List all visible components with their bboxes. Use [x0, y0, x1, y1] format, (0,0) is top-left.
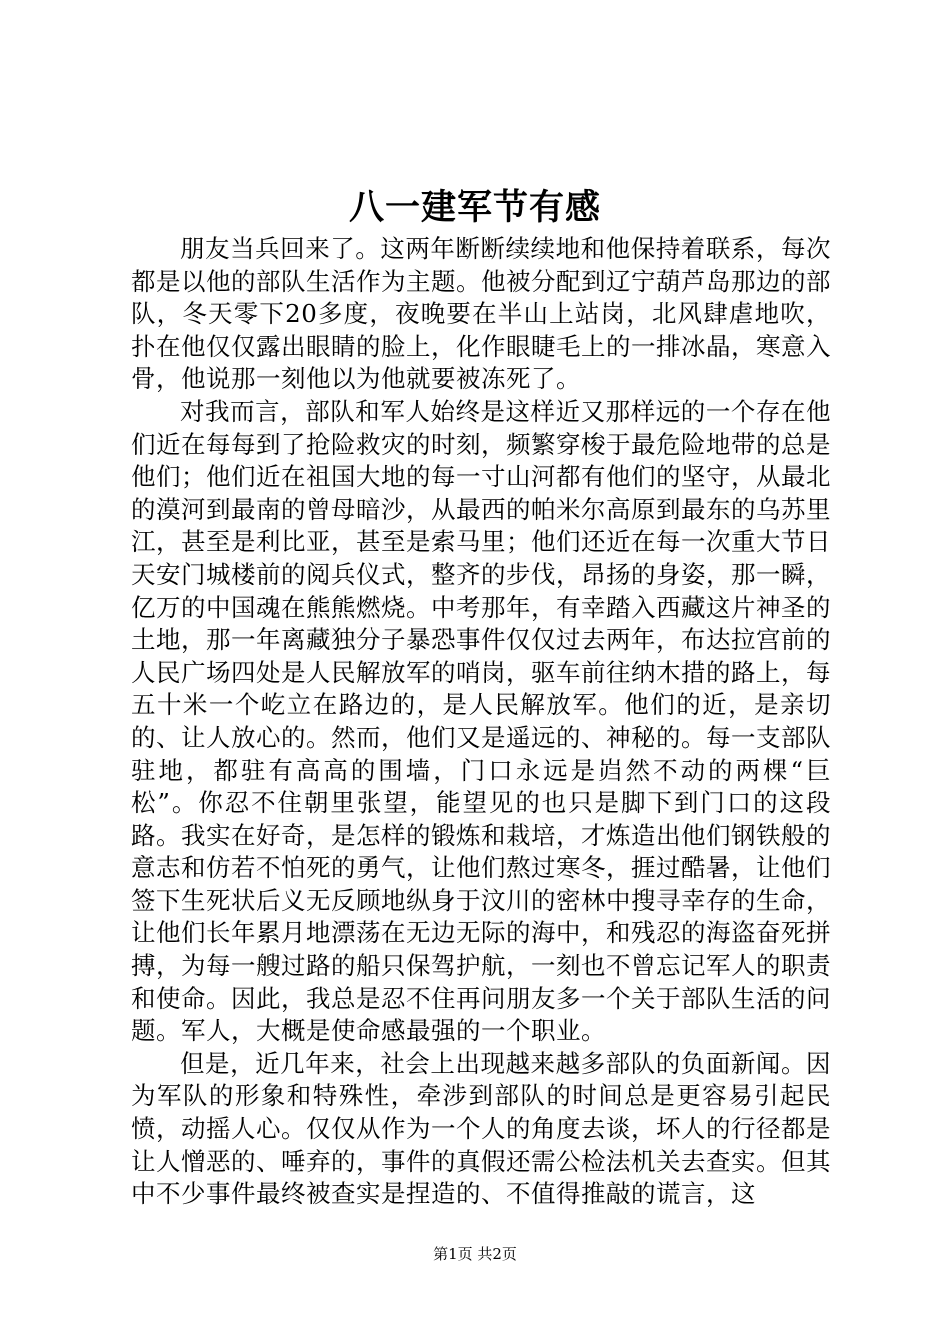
document-body: [131, 233, 831, 1211]
page-number-footer: 第1页 共2页: [433, 1245, 517, 1263]
paragraph-1: 朋友当兵回来了。这两年断断续续地和他保持着联系，每次都是以他的部队生活作为主题。他被分配到辽宁葫芦岛那边的部队，冬天零下20多度，夜晚要在半山上站岗，北风肆虐地吹，扑在他仅仅露出眼睛的脸上，化作眼睫毛上的一排冰晶，寒意入骨，他说那一刻他以为他就要被冻死了。: [131, 234, 831, 394]
paragraph-3: 但是，近几年来，社会上出现越来越多部队的负面新闻。因为军队的形象和特殊性，牵涉到部队的时间总是更容易引起民愤，动摇人心。仅仅从作为一个人的角度去谈，坏人的行径都是让人憎恶的、唾弃的，事件的真假还需公检法机关去查实。但其中不少事件最终被查实是捏造的、不值得推敲的谎言，这: [131, 1048, 831, 1209]
document-title: 八一建军节有感: [348, 187, 601, 228]
paragraph-2: 对我而言，部队和军人始终是这样近又那样远的一个存在他们近在每每到了抢险救灾的时刻，频繁穿梭于最危险地带的总是他们；他们近在祖国大地的每一寸山河都有他们的坚守，从最北的漠河到最南的曾母暗沙，从最西的帕米尔高原到最东的乌苏里江，甚至是利比亚，甚至是索马里；他们还近在每一次重大节日天安门城楼前的阅兵仪式，整齐的步伐，昂扬的身姿，那一瞬，亿万的中国魂在熊熊燃烧。中考那年，有幸踏入西藏这片神圣的土地，那一年离藏独分子暴恐事件仅仅过去两年，布达拉宫前的人民广场四处是人民解放军的哨岗，驱车前往纳木措的路上，每五十米一个屹立在路边的，是人民解放军。他们的近，是亲切的、让人放心的。然而，他们又是遥远的、神秘的。每一支部队驻地，都驻有高高的围墙，门口永远是岿然不动的两棵“巨松”。你忍不住朝里张望，能望见的也只是脚下到门口的这段路。我实在好奇，是怎样的锻炼和栽培，才炼造出他们钢铁般的意志和仿若不怕死的勇气，让他们熬过寒冬，捱过酷暑，让他们签下生死状后义无反顾地纵身于汶川的密林中搜寻幸存的生命，让他们长年累月地漂荡在无边无际的海中，和残忍的海盗奋死拼搏，为每一艘过路的船只保驾护航，一刻也不曾忘记军人的职责和使命。因此，我总是忍不住再问朋友多一个关于部队生活的问题。军人，大概是使命感最强的一个职业。: [131, 396, 831, 1046]
